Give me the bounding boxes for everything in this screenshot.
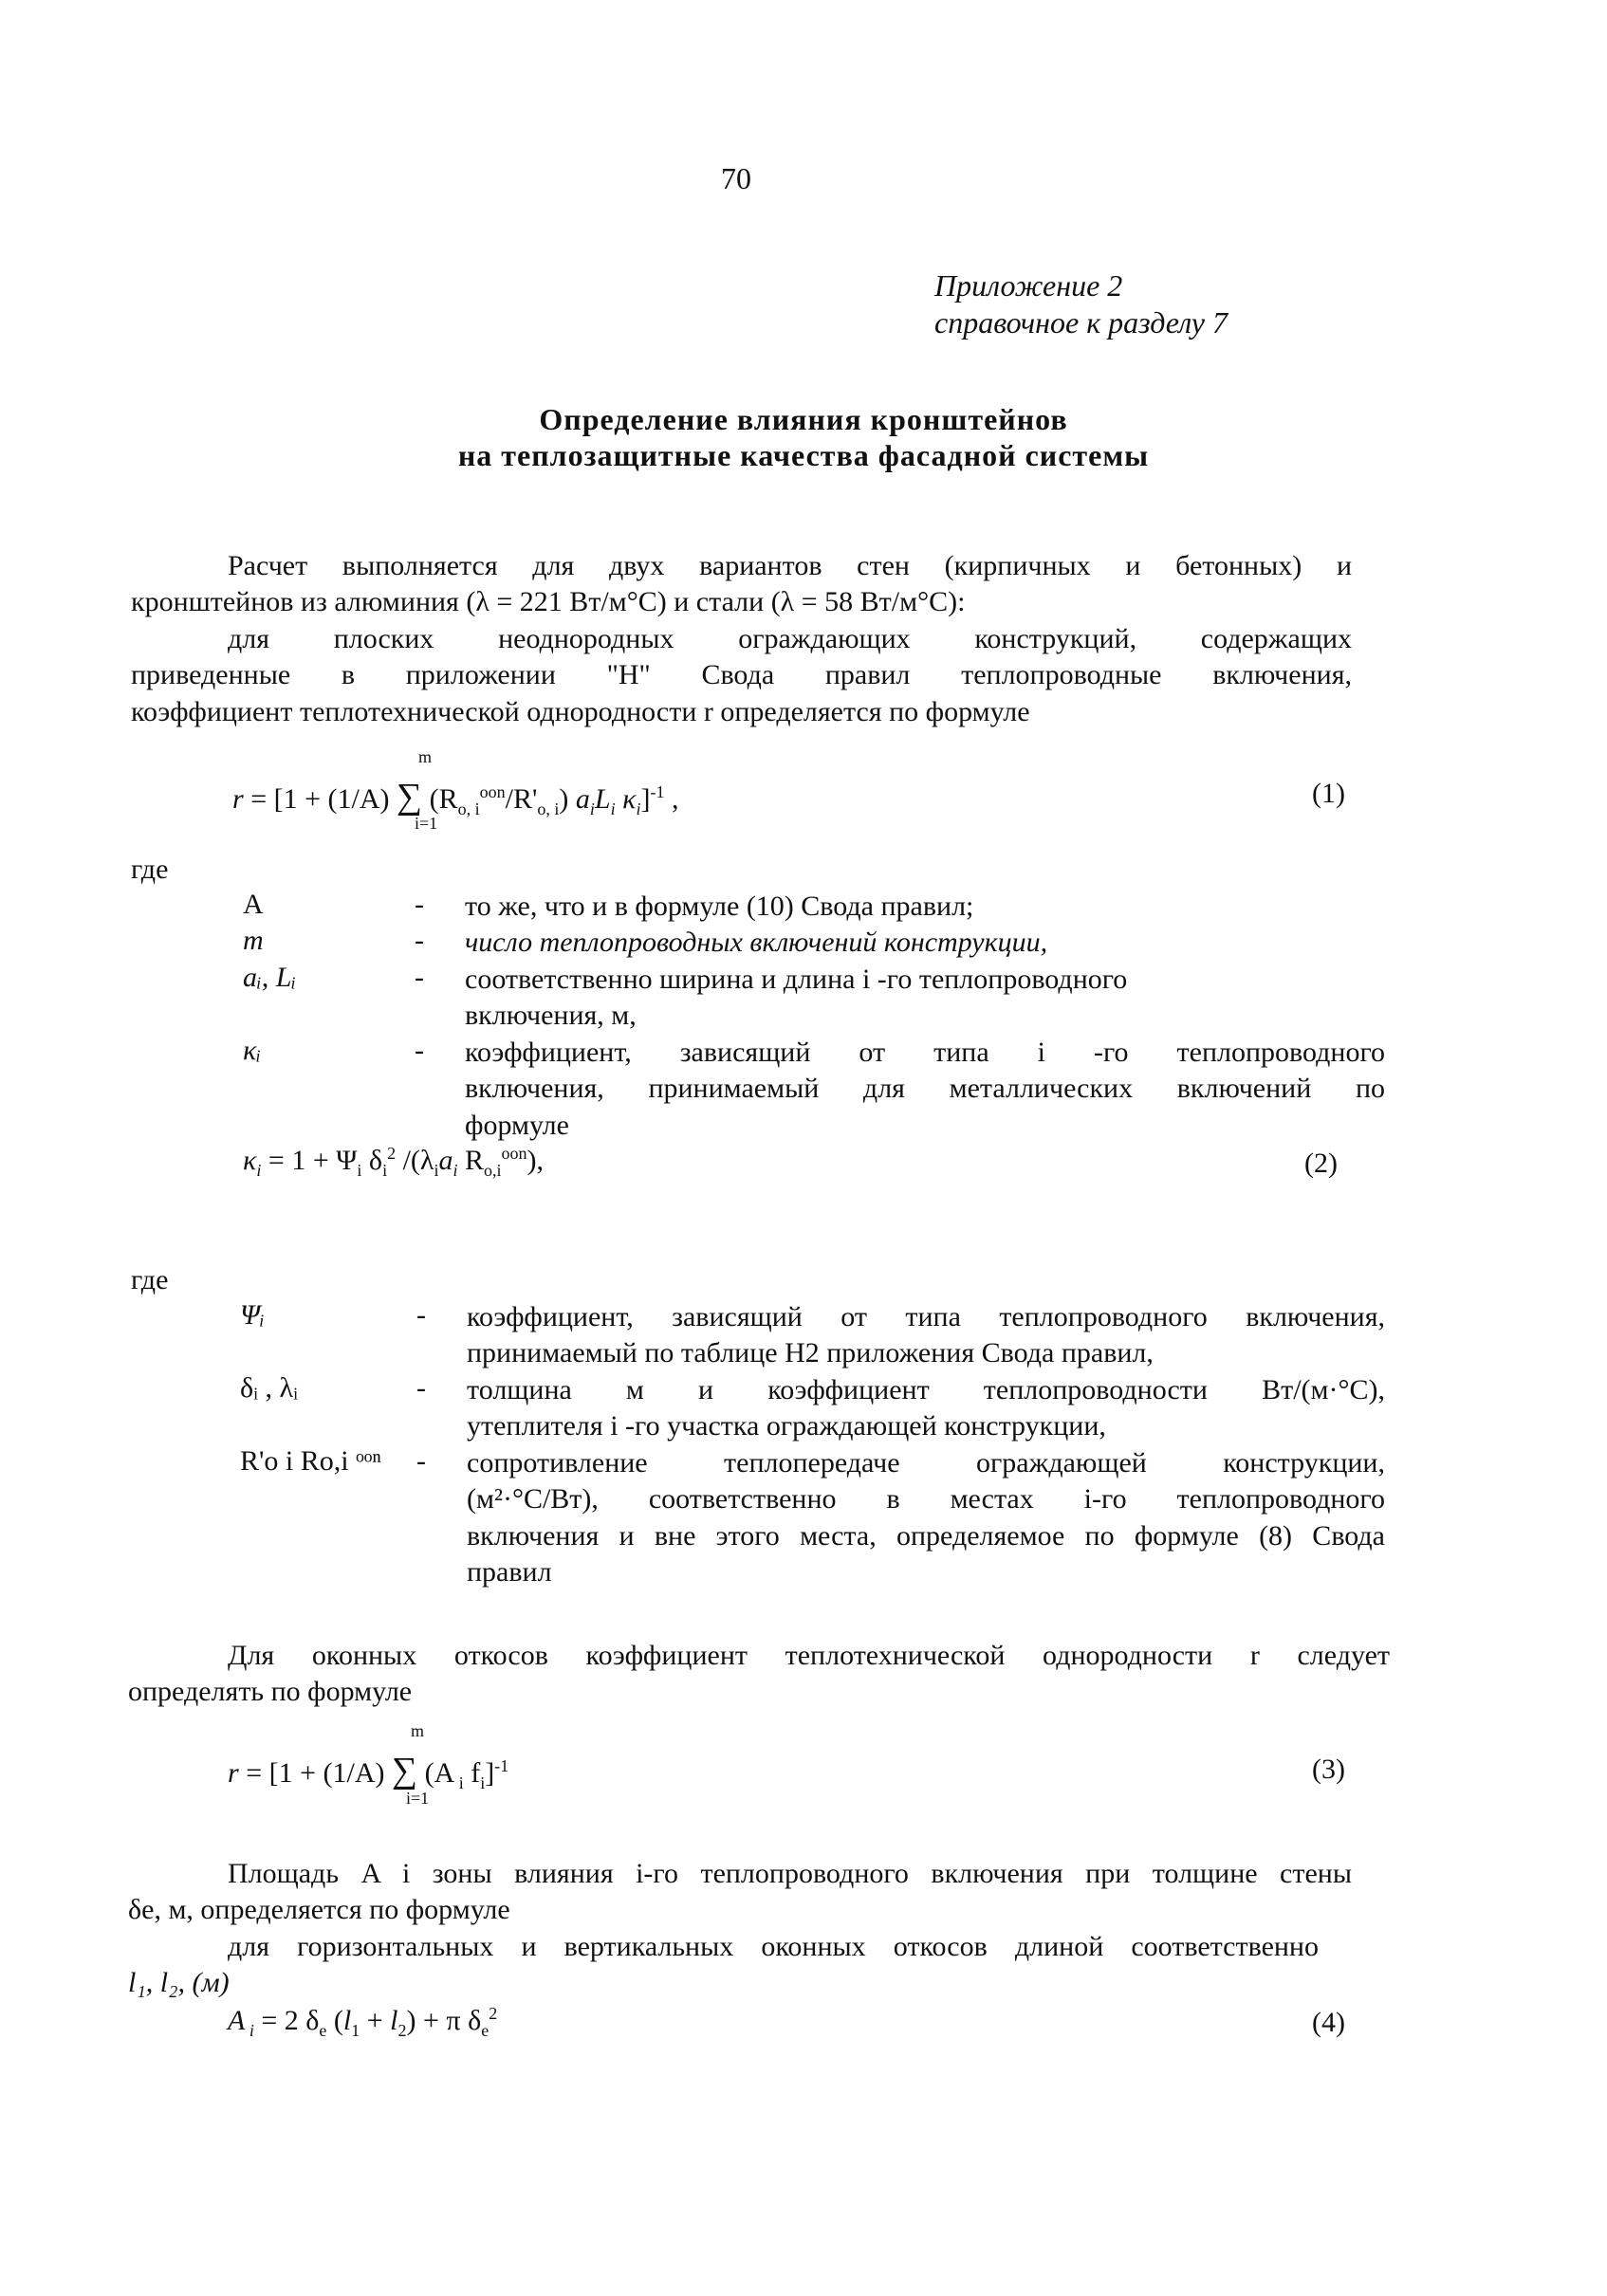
intro-line-4: приведенные в приложении "Н" Свода правил теплопроводные включения,	[131, 659, 1352, 690]
document-title-line2: на теплозащитные качества фасадной системы	[457, 438, 1150, 472]
def-symbol-kappa: κᵢ	[243, 1035, 262, 1066]
def-text-resistance-2: (м²·°С/Вт), соответственно в местах i-го теплопроводного	[467, 1483, 1385, 1515]
def-dash: -	[415, 1035, 424, 1066]
area-line-3: для горизонтальных и вертикальных оконных откосов длиной соответственно	[228, 1931, 1319, 1962]
area-line-2: δе, м, определяется по формуле	[128, 1894, 510, 1925]
formula-1-sum-lower: i=1	[415, 814, 438, 833]
def-text-m: число теплопроводных включений конструкции,	[465, 927, 1048, 958]
formula-4-number: (4)	[1312, 2007, 1345, 2038]
def-text-resistance-3: включения и вне этого места, определяемое по формуле (8) Свода	[467, 1520, 1385, 1552]
def-dash: -	[416, 1372, 426, 1404]
def-dash: -	[415, 889, 424, 920]
def-text-delta-lambda-1: толщина м и коэффициент теплопроводности Вт/(м·°С),	[467, 1374, 1385, 1405]
formula-3: r = [1 + (1/A) ∑ (A $_i$ $f_i]^{-1}$	[228, 1751, 509, 1792]
def-text-delta-lambda-2: утеплителя i -го участка ограждающей конструкции,	[467, 1410, 1106, 1442]
def-symbol-a-L: aᵢ, Lᵢ	[243, 962, 297, 993]
def-text-resistance-4: правил	[467, 1556, 552, 1588]
def-dash: -	[416, 1445, 426, 1477]
def-symbol-delta-lambda: δᵢ , λᵢ	[240, 1372, 298, 1404]
def-text-kappa-1: коэффициент, зависящий от типа i -го теплопроводного	[465, 1037, 1385, 1068]
formula-2: $\kappa_i = 1 + \Psi_i$ $\delta_i^2$ $/(\lambda_ia_i$ $R_{o,i}^{oon}$),	[243, 1144, 545, 1180]
intro-line-5: коэффициент теплотехнической однородности r определяется по формуле	[131, 696, 1030, 727]
formula-1: r = [1 + (1/A) ∑ $(R_{o, i}^{oon}/R'_{o, i})$ $a_iL_i$ $\kappa_i]^{-1}$ ,	[232, 777, 679, 818]
def-text-psi-1: коэффициент, зависящий от типа теплопроводного включения,	[467, 1301, 1385, 1332]
appendix-label: Приложение 2	[934, 268, 1123, 303]
appendix-reference: справочное к разделу 7	[934, 305, 1228, 340]
area-line-1: Площадь A i зоны влияния i-го теплопроводного включения при толщине стены	[228, 1858, 1352, 1889]
def-text-psi-2: принимаемый по таблице Н2 приложения Свода правил,	[467, 1337, 1154, 1368]
def-dash: -	[416, 1299, 426, 1331]
def-dash: -	[415, 925, 424, 956]
formula-2-number: (2)	[1304, 1148, 1338, 1179]
window-line-1: Для оконных откосов коэффициент теплотехнической однородности r следует	[228, 1640, 1390, 1671]
intro-line-1: Расчет выполняется для двух вариантов стен (кирпичных и бетонных) и	[228, 550, 1352, 581]
formula-1-sum-upper: m	[418, 747, 433, 766]
def-symbol-m: m	[243, 925, 264, 956]
formula-4: A $_i$ = 2 $\delta_e$ $(l_1 + l_2) + \pi$ $\delta_e^2$	[228, 2004, 498, 2040]
window-line-2: определять по формуле	[128, 1676, 413, 1707]
def-text-a-L-2: включения, м,	[465, 1000, 637, 1031]
page-number: 70	[721, 161, 751, 195]
where-label-1: где	[131, 854, 169, 885]
intro-line-3: для плоских неоднородных ограждающих конструкций, содержащих	[228, 623, 1352, 654]
formula-3-sum-upper: m	[411, 1721, 425, 1740]
def-text-resistance-1: сопротивление теплопередаче ограждающей конструкции,	[467, 1447, 1385, 1479]
def-symbol-A: A	[243, 889, 264, 920]
formula-3-sum-lower: i=1	[406, 1789, 430, 1808]
def-dash: -	[415, 962, 424, 993]
def-text-kappa-3: формуле	[465, 1110, 569, 1141]
def-text-a-L-1: соответственно ширина и длина i -го теплопроводного	[465, 964, 1128, 995]
def-text-A: то же, что и в формуле (10) Свода правил;	[465, 891, 974, 922]
formula-3-number: (3)	[1312, 1754, 1345, 1785]
formula-1-number: (1)	[1312, 778, 1345, 809]
document-title-line1: Определение влияния кронштейнов	[539, 402, 1068, 436]
where-label-2: где	[131, 1264, 169, 1295]
def-symbol-resistance: R'о i Rо,i ᵒᵒⁿ	[240, 1445, 381, 1477]
def-symbol-psi: Ψᵢ	[240, 1299, 265, 1331]
intro-line-2: кронштейнов из алюминия (λ = 221 Вт/м°С) и стали (λ = 58 Вт/м°С):	[131, 586, 966, 617]
def-text-kappa-2: включения, принимаемый для металлических включений по	[465, 1073, 1385, 1104]
area-line-4: l₁, l₂, (м)	[128, 1967, 230, 1998]
